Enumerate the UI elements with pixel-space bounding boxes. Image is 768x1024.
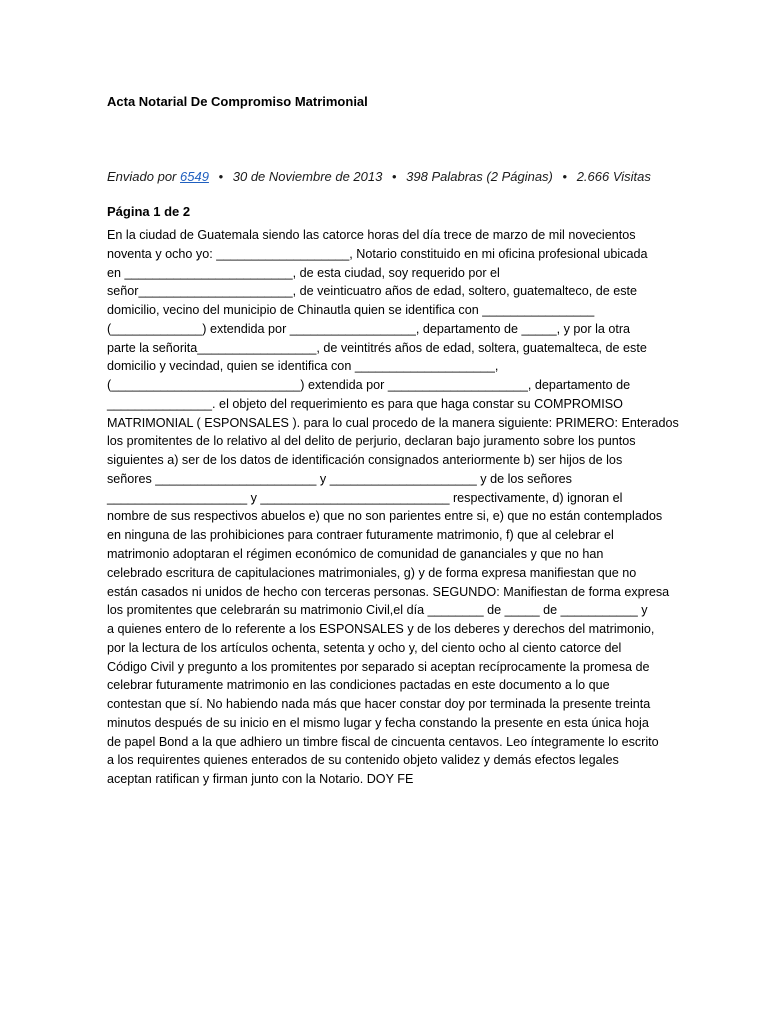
body-text-line: por la lectura de los artículos ochenta, setenta y ocho y, del ciento ocho al ciento catorce del	[107, 640, 622, 655]
meta-separator: •	[218, 169, 224, 184]
body-text-line: los promitentes que celebrarán su matrimonio Civil,el día ________ de _____ de ___________ y	[107, 603, 648, 618]
body-text-line: en ________________________, de esta ciudad, soy requerido por el	[107, 265, 500, 280]
document-meta	[107, 169, 651, 185]
body-text-line: en ninguna de las prohibiciones para contraer futuramente matrimonio, f) que al celebrar el	[107, 528, 614, 543]
body-text-line: (___________________________) extendida por ____________________, departamento de	[107, 378, 631, 393]
body-text-line: a los requirentes quienes enterados de su contenido objeto validez y demás efectos legales	[107, 753, 619, 768]
body-text-line: contestan que sí. No habiendo nada más que hacer constar doy por terminada la presente treinta	[107, 697, 651, 712]
body-text-line: MATRIMONIAL ( ESPONSALES ). para lo cual procedo de la manera siguiente: PRIMERO: Enterados	[107, 415, 679, 430]
author-link[interactable]: 6549	[180, 169, 209, 184]
body-text-line: celebrar futuramente matrimonio en las condiciones pactadas en este documento a lo que	[107, 678, 610, 693]
document-title: Acta Notarial De Compromiso Matrimonial	[107, 94, 368, 109]
body-text-line: los promitentes de lo relativo al del delito de perjurio, declaran bajo juramento sobre los puntos	[107, 434, 636, 449]
body-text-line: a quienes entero de lo referente a los ESPONSALES y de los deberes y derechos del matrimonio,	[107, 622, 655, 637]
body-text-line: domicilio, vecino del municipio de Chinautla quien se identifica con ________________	[107, 303, 595, 318]
body-text-line: celebrado escritura de capitulaciones matrimoniales, g) y de forma expresa manifiestan que no	[107, 565, 637, 580]
document-body	[107, 226, 679, 789]
body-text-line: señor______________________, de veinticuatro años de edad, soltero, guatemalteco, de este	[107, 284, 638, 299]
body-text-line: _______________. el objeto del requerimiento es para que haga constar su COMPROMISO	[107, 396, 623, 411]
visit-count: 2.666 Visitas	[576, 169, 651, 184]
body-text-line: aceptan ratifican y firman junto con la Notario. DOY FE	[107, 772, 414, 787]
body-text-line: siguientes a) ser de los datos de identificación consignados anteriormente b) ser hijos de los	[107, 453, 623, 468]
body-text-line: señores _______________________ y _____________________ y de los señores	[107, 471, 572, 486]
body-text-line: (_____________) extendida por __________________, departamento de _____, y por la otra	[107, 321, 631, 336]
body-text-line: ____________________ y ___________________________ respectivamente, d) ignoran el	[107, 490, 623, 505]
word-page-count: 398 Palabras (2 Páginas)	[406, 169, 553, 184]
body-text-line: parte la señorita_________________, de veintitrés años de edad, soltera, guatemalteca, de este	[107, 340, 647, 355]
body-text-line: noventa y ocho yo: ___________________, Notario constituido en mi oficina profesional ubicada	[107, 246, 648, 261]
document-date: 30 de Noviembre de 2013	[232, 169, 383, 184]
meta-separator: •	[562, 169, 568, 184]
body-text-line: de papel Bond a la que adhiero un timbre fiscal de cincuenta centavos. Leo íntegramente lo escrito	[107, 734, 659, 749]
body-text-line: nombre de sus respectivos abuelos e) que no son parientes entre si, e) que no están contemplados	[107, 509, 663, 524]
page-indicator: Página 1 de 2	[107, 204, 191, 219]
sent-by-prefix: Enviado por	[107, 169, 177, 184]
body-text-line: En la ciudad de Guatemala siendo las catorce horas del día trece de marzo de mil novecientos	[107, 228, 636, 242]
body-text-line: matrimonio adoptaran el régimen económico de comunidad de gananciales y que no han	[107, 547, 604, 562]
body-text-line: domicilio y vecindad, quien se identifica con ____________________,	[107, 359, 499, 374]
body-text-line: minutos después de su inicio en el mismo lugar y fecha constando la presente en esta única hoja	[107, 715, 649, 730]
body-text-line: están casados ni unidos de hecho con terceras personas. SEGUNDO: Manifiestan de forma expresa	[107, 584, 670, 599]
body-text-line: Código Civil y pregunto a los promitentes por separado si aceptan recíprocamente la promesa de	[107, 659, 650, 674]
meta-separator: •	[391, 169, 397, 184]
